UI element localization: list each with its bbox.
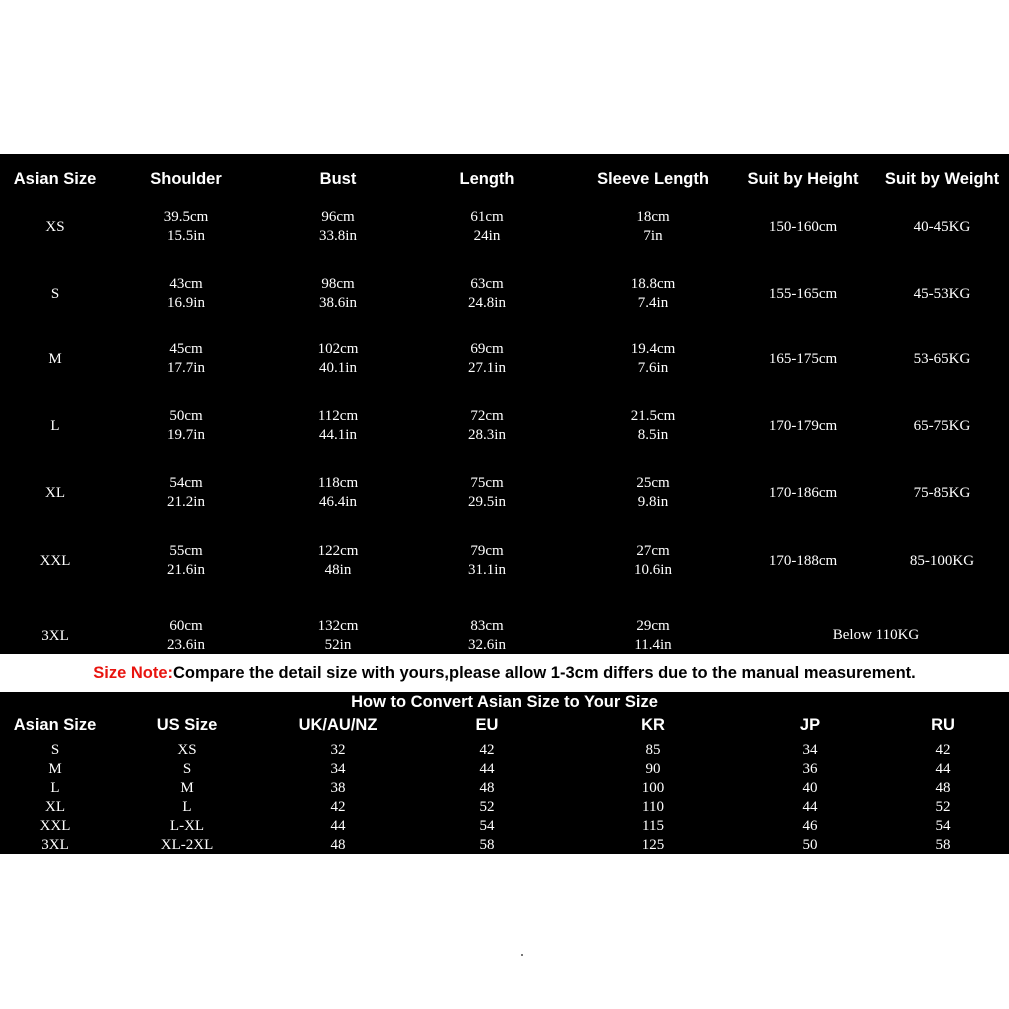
conversion-cell: 52	[935, 799, 951, 815]
conversion-cell: 50	[802, 837, 818, 853]
conversion-header: US Size	[156, 716, 218, 734]
measurement-cell-length	[468, 275, 506, 313]
conversion-cell: XXL	[39, 818, 71, 834]
conversion-cell: 54	[935, 818, 951, 834]
conversion-cell: L	[182, 799, 192, 815]
conversion-cell: 44	[802, 799, 818, 815]
cm-value: 55cm	[169, 543, 203, 559]
size-note	[0, 654, 1009, 692]
conversion-title: How to Convert Asian Size to Your Size	[351, 693, 658, 711]
conversion-cell: 90	[645, 761, 661, 777]
inch-value: 38.6in	[319, 295, 357, 311]
inch-value: 27.1in	[468, 360, 506, 376]
inch-value: 44.1in	[319, 427, 357, 443]
weight-cell: 40-45KG	[913, 219, 971, 235]
conversion-cell: 44	[330, 818, 346, 834]
conversion-cell: 54	[479, 818, 495, 834]
conversion-cell: 40	[802, 780, 818, 796]
inch-value: 23.6in	[167, 637, 205, 653]
inch-value: 48in	[324, 562, 352, 578]
measurement-cell-sleeve	[631, 275, 676, 313]
conversion-header: RU	[931, 716, 955, 734]
measurement-cell-sleeve	[634, 617, 671, 655]
size-label: M	[48, 351, 62, 367]
conversion-header: EU	[475, 716, 499, 734]
cm-value: 29cm	[636, 618, 670, 634]
conversion-cell: 48	[935, 780, 951, 796]
conversion-cell: 52	[479, 799, 495, 815]
inch-value: 8.5in	[637, 427, 669, 443]
measurement-cell-bust	[318, 474, 358, 512]
cm-value: 21.5cm	[630, 408, 676, 424]
conversion-cell: 42	[935, 742, 951, 758]
conversion-header: Asian Size	[13, 716, 97, 734]
cm-value: 18.8cm	[630, 276, 676, 292]
cm-value: 60cm	[169, 618, 203, 634]
cm-value: 118cm	[317, 475, 359, 491]
conversion-header: JP	[799, 716, 821, 734]
inch-value: 52in	[324, 637, 352, 653]
measurement-cell-sleeve	[636, 208, 669, 246]
size-chart-header: Bust	[319, 170, 357, 188]
inch-value: 7.4in	[637, 295, 669, 311]
measurement-cell-length	[468, 617, 506, 655]
cm-value: 79cm	[470, 543, 504, 559]
cm-value: 122cm	[317, 543, 359, 559]
conversion-cell: 110	[642, 799, 664, 815]
size-label: S	[50, 286, 60, 302]
height-cell: 170-186cm	[768, 485, 838, 501]
height-cell: 155-165cm	[768, 286, 838, 302]
conversion-cell: 46	[802, 818, 818, 834]
cm-value: 61cm	[470, 209, 504, 225]
height-weight-merged-cell: Below 110KG	[832, 627, 920, 643]
conversion-cell: 34	[802, 742, 818, 758]
stray-dot	[521, 954, 523, 956]
inch-value: 28.3in	[468, 427, 506, 443]
conversion-cell: 125	[641, 837, 665, 853]
size-chart-header: Length	[459, 170, 515, 188]
size-note-label: Size Note:	[93, 664, 174, 682]
measurement-cell-length	[468, 542, 506, 580]
measurement-cell-shoulder	[167, 617, 205, 655]
size-chart-header: Sleeve Length	[597, 170, 709, 188]
measurement-cell-shoulder	[164, 208, 209, 246]
conversion-cell: 3XL	[41, 837, 69, 853]
height-cell: 170-179cm	[768, 418, 838, 434]
inch-value: 10.6in	[634, 562, 672, 578]
weight-cell: 75-85KG	[913, 485, 971, 501]
height-cell: 170-188cm	[768, 553, 838, 569]
size-label: L	[50, 418, 60, 434]
inch-value: 21.6in	[167, 562, 205, 578]
conversion-cell: L	[50, 780, 60, 796]
measurement-cell-bust	[318, 340, 359, 378]
measurement-cell-bust	[319, 208, 357, 246]
size-chart-header: Suit by Weight	[884, 170, 1000, 188]
size-label: XS	[45, 219, 65, 235]
inch-value: 16.9in	[167, 295, 205, 311]
size-label: XXL	[39, 553, 71, 569]
size-chart-header: Asian Size	[13, 170, 97, 188]
inch-value: 7in	[643, 228, 663, 244]
measurement-cell-length	[470, 208, 503, 246]
cm-value: 25cm	[636, 475, 670, 491]
size-chart-table	[0, 154, 1009, 654]
conversion-cell: 58	[935, 837, 951, 853]
inch-value: 17.7in	[167, 360, 205, 376]
conversion-table	[0, 692, 1009, 854]
cm-value: 19.4cm	[630, 341, 676, 357]
size-note-text: Compare the detail size with yours,please allow 1-3cm differs due to the manual measurement.	[173, 664, 916, 682]
conversion-header: UK/AU/NZ	[298, 716, 378, 734]
cm-value: 112cm	[317, 408, 359, 424]
conversion-cell: 44	[935, 761, 951, 777]
cm-value: 132cm	[317, 618, 359, 634]
cm-value: 43cm	[169, 276, 203, 292]
weight-cell: 65-75KG	[913, 418, 971, 434]
measurement-cell-bust	[318, 542, 359, 580]
cm-value: 45cm	[169, 341, 203, 357]
inch-value: 15.5in	[167, 228, 205, 244]
cm-value: 96cm	[321, 209, 355, 225]
cm-value: 54cm	[169, 475, 203, 491]
cm-value: 39.5cm	[163, 209, 209, 225]
conversion-cell: S	[50, 742, 60, 758]
weight-cell: 53-65KG	[913, 351, 971, 367]
measurement-cell-length	[468, 407, 506, 445]
measurement-cell-length	[468, 474, 506, 512]
measurement-cell-sleeve	[631, 340, 676, 378]
height-cell: 165-175cm	[768, 351, 838, 367]
conversion-cell: M	[180, 780, 194, 796]
inch-value: 33.8in	[319, 228, 357, 244]
size-label: XL	[45, 485, 65, 501]
conversion-cell: L-XL	[169, 818, 205, 834]
inch-value: 11.4in	[634, 637, 672, 653]
size-label: 3XL	[41, 628, 69, 644]
height-cell: 150-160cm	[768, 219, 838, 235]
conversion-cell: 115	[642, 818, 664, 834]
conversion-cell: 100	[641, 780, 665, 796]
cm-value: 69cm	[470, 341, 504, 357]
conversion-cell: 42	[330, 799, 346, 815]
inch-value: 24.8in	[468, 295, 506, 311]
inch-value: 7.6in	[637, 360, 669, 376]
conversion-cell: 85	[645, 742, 661, 758]
conversion-cell: 34	[330, 761, 346, 777]
cm-value: 27cm	[636, 543, 670, 559]
conversion-cell: M	[48, 761, 62, 777]
conversion-cell: 48	[479, 780, 495, 796]
cm-value: 102cm	[317, 341, 359, 357]
inch-value: 32.6in	[468, 637, 506, 653]
weight-cell: 45-53KG	[913, 286, 971, 302]
inch-value: 24in	[473, 228, 501, 244]
conversion-cell: XL-2XL	[160, 837, 214, 853]
conversion-cell: S	[182, 761, 192, 777]
conversion-header: KR	[641, 716, 665, 734]
inch-value: 19.7in	[167, 427, 205, 443]
cm-value: 50cm	[169, 408, 203, 424]
conversion-cell: 36	[802, 761, 818, 777]
inch-value: 31.1in	[468, 562, 506, 578]
inch-value: 29.5in	[468, 494, 506, 510]
inch-value: 9.8in	[637, 494, 669, 510]
cm-value: 63cm	[470, 276, 504, 292]
cm-value: 18cm	[636, 209, 670, 225]
measurement-cell-bust	[319, 275, 357, 313]
measurement-cell-sleeve	[636, 474, 669, 512]
conversion-cell: 32	[330, 742, 346, 758]
cm-value: 75cm	[470, 475, 504, 491]
size-chart-header: Shoulder	[150, 170, 222, 188]
measurement-cell-sleeve	[634, 542, 672, 580]
conversion-cell: 48	[330, 837, 346, 853]
inch-value: 40.1in	[319, 360, 357, 376]
measurement-cell-bust	[318, 407, 358, 445]
weight-cell: 85-100KG	[909, 553, 975, 569]
cm-value: 83cm	[470, 618, 504, 634]
measurement-cell-shoulder	[167, 275, 205, 313]
conversion-cell: 58	[479, 837, 495, 853]
measurement-cell-shoulder	[167, 340, 205, 378]
conversion-cell: 44	[479, 761, 495, 777]
conversion-cell: XS	[177, 742, 197, 758]
conversion-cell: XL	[45, 799, 65, 815]
measurement-cell-sleeve	[631, 407, 676, 445]
measurement-cell-bust	[318, 617, 359, 655]
inch-value: 46.4in	[319, 494, 357, 510]
conversion-cell: 42	[479, 742, 495, 758]
measurement-cell-shoulder	[167, 474, 205, 512]
size-chart-header: Suit by Height	[747, 170, 859, 188]
cm-value: 98cm	[321, 276, 355, 292]
cm-value: 72cm	[470, 408, 504, 424]
measurement-cell-shoulder	[167, 542, 205, 580]
measurement-cell-length	[468, 340, 506, 378]
inch-value: 21.2in	[167, 494, 205, 510]
conversion-cell: 38	[330, 780, 346, 796]
measurement-cell-shoulder	[167, 407, 205, 445]
